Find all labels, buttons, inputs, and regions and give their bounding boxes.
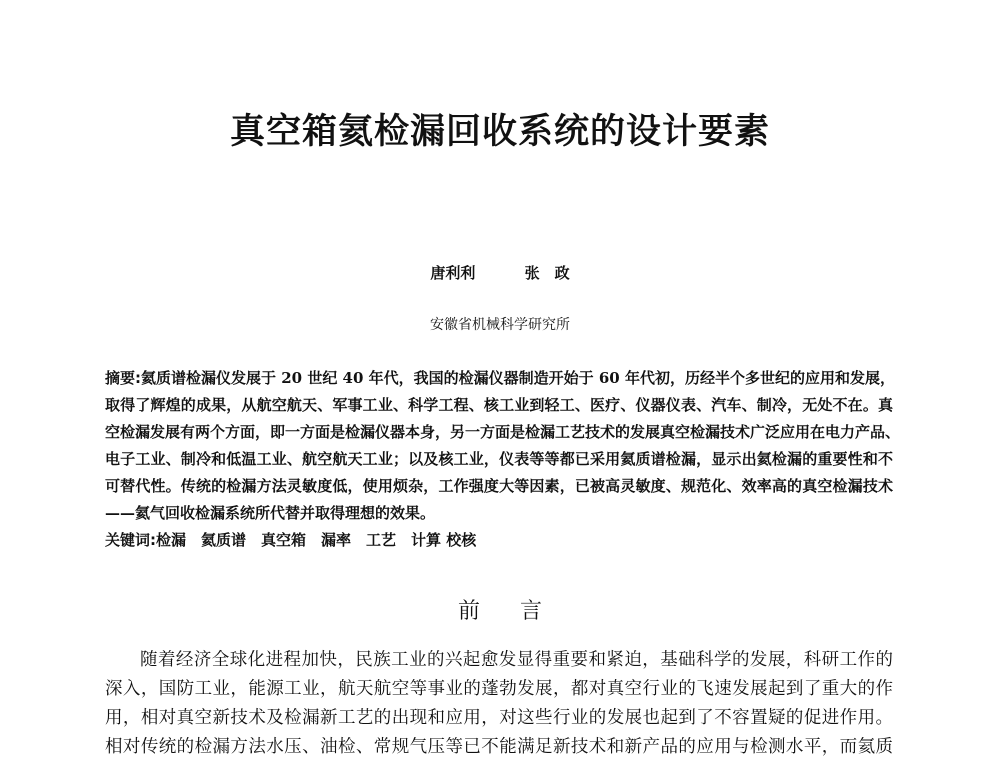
author-name: 张 政 xyxy=(524,264,570,282)
paper-title: 真空箱氦检漏回收系统的设计要素 xyxy=(229,112,770,152)
abstract-label: 摘要: xyxy=(105,369,141,387)
affiliation: 安徽省机械科学研究所 xyxy=(430,317,570,333)
keywords-text: 检漏 氦质谱 真空箱 漏率 工艺 计算 校核 xyxy=(156,531,477,549)
abstract-line: 电子工业、制冷和低温工业、航空航天工业；以及核工业，仪表等等都已采用氦质谱检漏，显示出氦检漏的重要性和不 xyxy=(105,450,893,468)
author-name: 唐利利 xyxy=(430,264,476,282)
keywords-label: 关键词: xyxy=(105,531,156,549)
abstract-line: 取得了辉煌的成果，从航空航天、军事工业、科学工程、核工业到轻工、医疗、仪器仪表、汽车、制冷，无处不在。真 xyxy=(105,396,893,414)
abstract-line xyxy=(105,368,893,388)
body-line: 随着经济全球化进程加快，民族工业的兴起愈发显得重要和紧迫，基础科学的发展，科研工作的 xyxy=(140,650,893,670)
authors xyxy=(0,262,1000,283)
body-line: 深入，国防工业，能源工业，航天航空等事业的蓬勃发展，都对真空行业的飞速发展起到了重大的作 xyxy=(105,679,893,699)
keywords-line xyxy=(105,530,893,550)
abstract-line: ——氦气回收检漏系统所代替并取得理想的效果。 xyxy=(105,504,436,522)
abstract-text: 氦质谱检漏仪发展于 20 世纪 40 年代，我国的检漏仪器制造开始于 60 年代初，历经半个多世纪的应用和发展， xyxy=(141,369,895,387)
section-heading: 前言 xyxy=(457,599,582,624)
abstract-line: 可替代性。传统的检漏方法灵敏度低，使用烦杂，工作强度大等因素，已被高灵敏度、规范化、效率高的真空检漏技术 xyxy=(105,477,893,495)
body-line: 用，相对真空新技术及检漏新工艺的出现和应用，对这些行业的发展也起到了不容置疑的促进作用。 xyxy=(105,708,893,728)
body-line: 相对传统的检漏方法水压、油检、常规气压等已不能满足新技术和新产品的应用与检测水平，而氦质 xyxy=(105,737,893,757)
abstract-line: 空检漏发展有两个方面，即一方面是检漏仪器本身，另一方面是检漏工艺技术的发展真空检漏技术广泛应用在电力产品、 xyxy=(105,423,901,441)
